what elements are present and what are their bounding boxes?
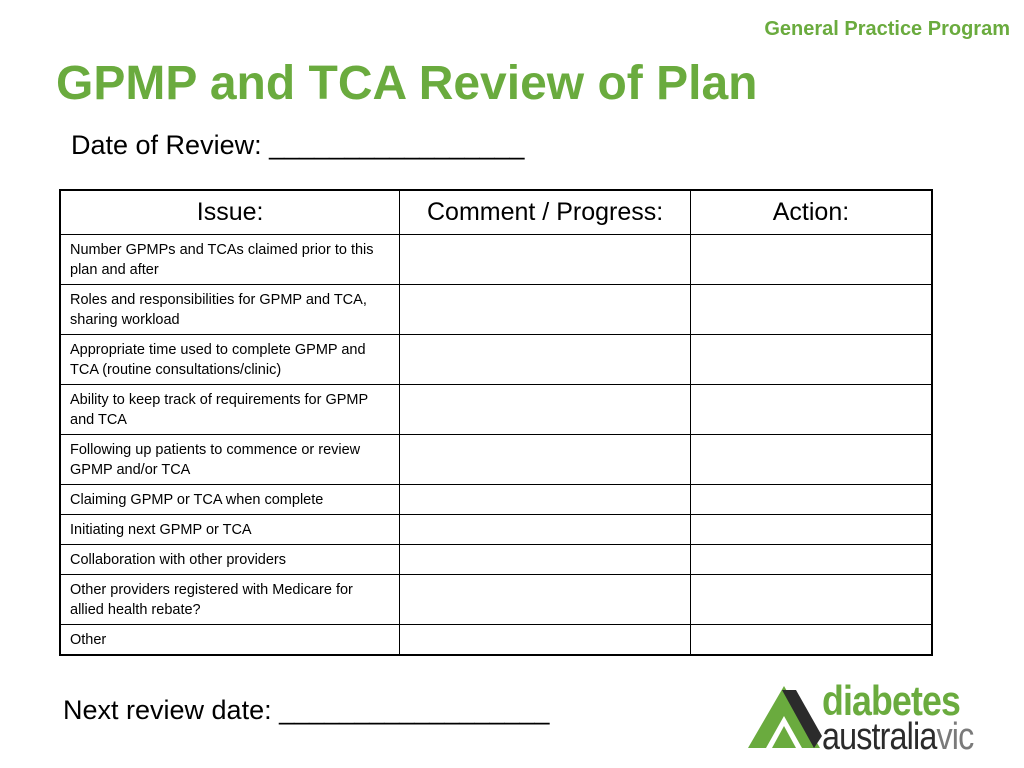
action-cell[interactable]	[690, 235, 932, 285]
action-cell[interactable]	[690, 545, 932, 575]
action-cell[interactable]	[690, 335, 932, 385]
comment-cell[interactable]	[400, 335, 691, 385]
issue-cell: Number GPMPs and TCAs claimed prior to this plan and after	[60, 235, 400, 285]
program-name: General Practice Program	[764, 18, 1010, 40]
logo-diabetes-text: diabetes	[822, 677, 961, 724]
header-issue: Issue:	[60, 190, 400, 235]
review-date-field	[71, 130, 524, 161]
triangle-logo-icon	[746, 680, 822, 752]
table-row	[60, 335, 932, 385]
table-row	[60, 385, 932, 435]
comment-cell[interactable]	[400, 625, 691, 656]
issue-cell: Other providers registered with Medicare for allied health rebate?	[60, 575, 400, 625]
comment-cell[interactable]	[400, 545, 691, 575]
comment-cell[interactable]	[400, 485, 691, 515]
comment-cell[interactable]	[400, 285, 691, 335]
logo-australia-text: australia	[822, 716, 937, 758]
review-table	[59, 189, 933, 656]
logo-australia-vic-text	[822, 718, 973, 756]
issue-cell: Initiating next GPMP or TCA	[60, 515, 400, 545]
action-cell[interactable]	[690, 485, 932, 515]
next-review-blank: __________________	[279, 695, 550, 725]
issue-cell: Roles and responsibilities for GPMP and TCA, sharing workload	[60, 285, 400, 335]
diabetes-australia-vic-logo	[746, 677, 1006, 758]
action-cell[interactable]	[690, 625, 932, 656]
issue-cell: Collaboration with other providers	[60, 545, 400, 575]
table-row	[60, 485, 932, 515]
next-review-date-field	[63, 695, 549, 726]
comment-cell[interactable]	[400, 515, 691, 545]
comment-cell[interactable]	[400, 385, 691, 435]
review-date-blank: _________________	[269, 130, 525, 160]
action-cell[interactable]	[690, 385, 932, 435]
issue-cell: Other	[60, 625, 400, 656]
header-comment-progress: Comment / Progress:	[400, 190, 691, 235]
issue-cell: Claiming GPMP or TCA when complete	[60, 485, 400, 515]
logo-wordmark	[822, 677, 1000, 758]
page-title: GPMP and TCA Review of Plan	[56, 57, 758, 110]
logo-vic-text: vic	[936, 716, 974, 758]
table-row	[60, 515, 932, 545]
comment-cell[interactable]	[400, 235, 691, 285]
issue-cell: Ability to keep track of requirements for GPMP and TCA	[60, 385, 400, 435]
next-review-label: Next review date:	[63, 695, 272, 725]
table-row	[60, 625, 932, 656]
comment-cell[interactable]	[400, 575, 691, 625]
table-row	[60, 575, 932, 625]
issue-cell: Appropriate time used to complete GPMP and TCA (routine consultations/clinic)	[60, 335, 400, 385]
table-row	[60, 545, 932, 575]
header-action: Action:	[690, 190, 932, 235]
action-cell[interactable]	[690, 435, 932, 485]
comment-cell[interactable]	[400, 435, 691, 485]
action-cell[interactable]	[690, 515, 932, 545]
table-row	[60, 235, 932, 285]
action-cell[interactable]	[690, 575, 932, 625]
table-header-row	[60, 190, 932, 235]
table-row	[60, 285, 932, 335]
review-date-label: Date of Review:	[71, 130, 262, 160]
issue-cell: Following up patients to commence or review GPMP and/or TCA	[60, 435, 400, 485]
table-row	[60, 435, 932, 485]
action-cell[interactable]	[690, 285, 932, 335]
